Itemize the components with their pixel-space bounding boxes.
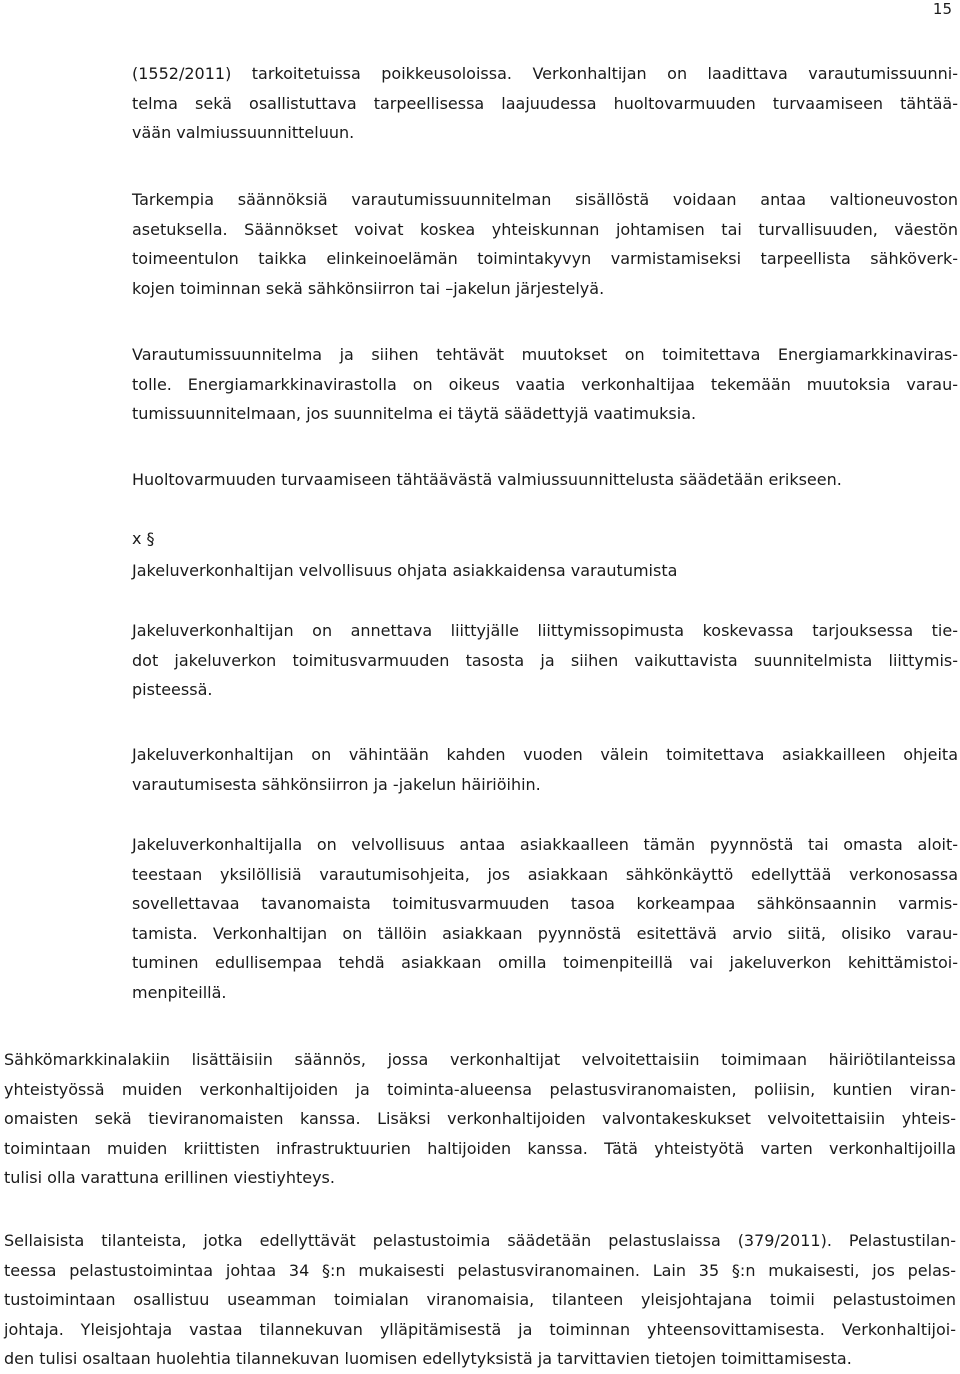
section-number [132, 524, 958, 554]
text-line: asetuksella. Säännökset voivat koskea yhteiskunnan johtamisen tai turvallisuuden, väestön [132, 219, 958, 239]
text-line: Huoltovarmuuden turvaamiseen tähtäävästä valmiussuunnittelusta säädetään erikseen. [132, 470, 842, 489]
text-line: pisteessä. [132, 680, 213, 699]
text-line: vään valmiussuunnitteluun. [132, 123, 355, 142]
section-heading [132, 556, 958, 586]
text-line: toimeentulon taikka elinkeinoelämän toimintakyvyn varmistamiseksi tarpeellista sähköverk- [132, 249, 958, 268]
paragraph-yksilolliset-ohjeet [132, 830, 958, 1007]
text-line: x § [132, 529, 155, 548]
text-line: Tarkempia säännöksiä varautumissuunnitelman sisällöstä voidaan antaa valtioneuvoston [132, 190, 958, 209]
text-line: yhteistyössä muiden verkonhaltijoiden ja toiminta-alueensa pelastusviranomaisten, poliisin, kuntien viran- [4, 1079, 956, 1099]
text-line: sovellettavaa tavanomaista toimitusvarmuuden tasoa korkeampaa sähkönsaannin varmis- [132, 894, 958, 913]
text-line: johtaja. Yleisjohtaja vastaa tilannekuvan ylläpitämisestä ja toiminnan yhteensovittamisesta. Verkonhaltijoi- [4, 1319, 956, 1339]
text-line: dot jakeluverkon toimitusvarmuuden tasosta ja siihen vaikuttavista suunnitelmista liittymis- [132, 650, 958, 670]
text-line: teessa pelastustoimintaa johtaa 34 §:n mukaisesti pelastusviranomainen. Lain 35 §:n mukaisesti, jos pelas- [4, 1260, 956, 1280]
text-line: Jakeluverkonhaltijan on annettava liittyjälle liittymissopimusta koskevassa tarjouksessa tie- [132, 621, 958, 640]
text-line: Varautumissuunnitelma ja siihen tehtävät muutokset on toimitettava Energiamarkkinaviras- [132, 345, 958, 364]
text-line: tulisi olla varattuna erillinen viestiyhteys. [4, 1168, 335, 1187]
text-line: toimintaan muiden kriittisten infrastruktuurien haltijoiden kanssa. Tätä yhteistyötä varten verkonhaltijoilla [4, 1138, 956, 1158]
text-line: tuminen edullisempaa tehdä asiakkaan omilla toimenpiteillä vai jakeluverkon kehittämistoi- [132, 953, 958, 972]
paragraph-tarkempia-saannoksia [132, 185, 958, 303]
text-line: kojen toiminnan sekä sähkönsiirron tai –jakelun järjestelyä. [132, 278, 605, 298]
text-line: tustoimintaan osallistuu useamman toimialan viranomaisia, tilanteen yleisjohtajana toimii pelastustoimen [4, 1290, 956, 1309]
page-number: 15 [932, 0, 952, 18]
text-line: omaisten sekä tieviranomaisten kanssa. Lisäksi verkonhaltijoiden valvontakeskukset velvoitettaisiin yhteis- [4, 1109, 956, 1128]
text-line: tumissuunnitelmaan, jos suunnitelma ei täytä säädettyjä vaatimuksia. [132, 404, 697, 423]
text-line: Jakeluverkonhaltijalla on velvollisuus antaa asiakkaalleen tämän pyynnöstä tai omasta aloit- [132, 835, 958, 854]
paragraph-pelastustoimi [4, 1226, 956, 1374]
paragraph-huoltovarmuus [132, 465, 958, 495]
text-line: menpiteillä. [132, 982, 227, 1002]
text-line: Sähkömarkkinalakiin lisättäisiin säännös, jossa verkonhaltijat velvoitettaisiin toimimaan häiriötilanteissa [4, 1050, 956, 1069]
text-line: (1552/2011) tarkoitetuissa poikkeusoloissa. Verkonhaltijan on laadittava varautumissuunni- [132, 64, 958, 83]
text-line: Jakeluverkonhaltijan velvollisuus ohjata asiakkaidensa varautumista [132, 561, 678, 580]
paragraph-ohjeet-asiakkaille [132, 740, 958, 799]
text-line: varautumisesta sähkönsiirron ja -jakelun häiriöihin. [132, 774, 541, 794]
paragraph-energiamarkkinavirasto [132, 340, 958, 429]
text-line: den tulisi osaltaan huolehtia tilannekuvan luomisen edellytyksistä ja tarvittavien tietojen toimittamisesta. [4, 1349, 852, 1368]
text-line: telma sekä osallistuttava tarpeellisessa laajuudessa huoltovarmuuden turvaamiseen tähtää- [132, 93, 958, 113]
text-line: Sellaisista tilanteista, jotka edellyttävät pelastustoimia säädetään pelastuslaissa (379/2011). Pelastustilan- [4, 1231, 956, 1250]
paragraph-varautumissuunnitelma [132, 59, 958, 148]
paragraph-yhteistyo [4, 1045, 956, 1193]
text-line: tamista. Verkonhaltijan on tällöin asiakkaan pyynnöstä esitettävä arvio siitä, olisiko varau- [132, 923, 958, 943]
text-line: Jakeluverkonhaltijan on vähintään kahden vuoden välein toimitettava asiakkailleen ohjeita [132, 745, 958, 764]
paragraph-liittyjalle-tiedot [132, 616, 958, 705]
text-line: tolle. Energiamarkkinavirastolla on oikeus vaatia verkonhaltijaa tekemään muutoksia varau- [132, 374, 958, 394]
text-line: teestaan yksilöllisiä varautumisohjeita, jos asiakkaan sähkönkäyttö edellyttää verkonosassa [132, 864, 958, 884]
